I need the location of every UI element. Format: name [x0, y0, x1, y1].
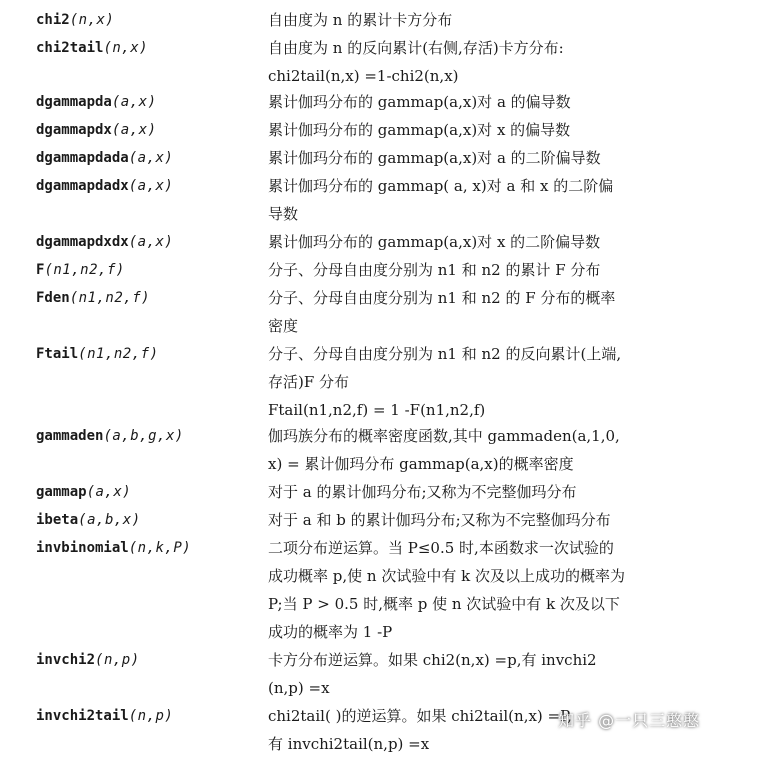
function-description: [268, 120, 708, 148]
watermark: 知乎 @一只三憨憨: [558, 711, 701, 730]
function-signature: [36, 148, 173, 168]
function-name: dgammapdxdx: [36, 234, 129, 250]
description-line: chi2tail( )的逆运算。如果 chi2tail(n,x) =P,: [268, 707, 572, 725]
function-signature: [36, 538, 191, 558]
function-name: invchi2: [36, 652, 96, 668]
function-args: (a,x): [111, 122, 157, 138]
description-line: 分子、分母自由度分别为 n1 和 n2 的累计 F 分布: [268, 261, 601, 279]
function-args: (a,x): [128, 178, 174, 194]
function-name: chi2: [36, 12, 70, 28]
function-description: [268, 38, 708, 94]
function-args: (n,p): [128, 708, 174, 724]
description-line: 分子、分母自由度分别为 n1 和 n2 的 F 分布的概率: [268, 289, 616, 307]
description-line: 对于 a 和 b 的累计伽玛分布;又称为不完整伽玛分布: [268, 511, 611, 529]
function-signature: [36, 260, 125, 280]
description-line: 密度: [268, 317, 299, 335]
function-description: [268, 344, 708, 428]
function-args: (n1,n2,f): [78, 346, 159, 362]
description-line: 累计伽玛分布的 gammap(a,x)对 a 的二阶偏导数: [268, 149, 601, 167]
function-description: [268, 538, 708, 650]
function-name: Fden: [36, 290, 70, 306]
function-description: [268, 232, 708, 260]
description-line: 分子、分母自由度分别为 n1 和 n2 的反向累计(上端,: [268, 345, 622, 363]
function-args: (a,x): [128, 150, 174, 166]
function-description: [268, 288, 708, 344]
description-line: 成功概率 p,使 n 次试验中有 k 次及以上成功的概率为: [268, 567, 625, 585]
function-signature: [36, 92, 157, 112]
description-line: 伽玛族分布的概率密度函数,其中 gammaden(a,1,0,: [268, 427, 620, 445]
description-line: 自由度为 n 的累计卡方分布: [268, 11, 453, 29]
description-line: 累计伽玛分布的 gammap(a,x)对 a 的偏导数: [268, 93, 571, 111]
function-signature: [36, 650, 140, 670]
description-line: chi2tail(n,x) =1-chi2(n,x): [268, 67, 459, 85]
function-description: [268, 426, 708, 482]
function-name: dgammapdada: [36, 150, 129, 166]
description-line: 自由度为 n 的反向累计(右侧,存活)卡方分布:: [268, 39, 564, 57]
function-signature: [36, 344, 159, 364]
function-args: (a,x): [86, 484, 132, 500]
function-signature: [36, 232, 173, 252]
function-name: gammap: [36, 484, 87, 500]
description-line: P;当 P > 0.5 时,概率 p 使 n 次试验中有 k 次及以下: [268, 595, 620, 613]
function-args: (n,p): [95, 652, 140, 668]
function-description: [268, 650, 708, 706]
function-signature: [36, 482, 131, 502]
function-signature: [36, 706, 173, 726]
function-description: [268, 510, 708, 538]
function-signature: [36, 426, 184, 446]
description-line: 累计伽玛分布的 gammap( a, x)对 a 和 x 的二阶偏: [268, 177, 614, 195]
function-signature: [36, 10, 114, 30]
function-args: (a,x): [128, 234, 174, 250]
function-args: (n,x): [103, 40, 149, 56]
description-line: x) = 累计伽玛分布 gammap(a,x)的概率密度: [268, 455, 574, 473]
function-signature: [36, 176, 173, 196]
function-name: invbinomial: [36, 540, 129, 556]
function-description: [268, 10, 708, 38]
function-name: F: [36, 262, 45, 278]
description-line: Ftail(n1,n2,f) = 1 -F(n1,n2,f): [268, 401, 486, 419]
function-name: invchi2tail: [36, 708, 129, 724]
function-signature: [36, 510, 141, 530]
function-args: (n,k,P): [128, 540, 192, 556]
function-description: [268, 176, 708, 232]
function-args: (a,b,x): [78, 512, 141, 528]
description-line: 对于 a 的累计伽玛分布;又称为不完整伽玛分布: [268, 483, 577, 501]
function-name: gammaden: [36, 428, 104, 444]
description-line: 导数: [268, 205, 299, 223]
function-args: (n,x): [69, 12, 115, 28]
function-name: dgammapda: [36, 94, 112, 110]
description-line: 成功的概率为 1 -P: [268, 623, 393, 641]
function-name: Ftail: [36, 346, 79, 362]
function-args: (a,x): [111, 94, 157, 110]
description-line: 有 invchi2tail(n,p) =x: [268, 735, 430, 753]
function-description: [268, 92, 708, 120]
function-name: dgammapdadx: [36, 178, 129, 194]
function-signature: [36, 288, 150, 308]
description-line: 累计伽玛分布的 gammap(a,x)对 x 的偏导数: [268, 121, 571, 139]
description-line: 二项分布逆运算。当 P≤0.5 时,本函数求一次试验的: [268, 539, 614, 557]
function-description: [268, 148, 708, 176]
function-description: [268, 260, 708, 288]
function-args: (n1,n2,f): [69, 290, 151, 306]
description-line: 累计伽玛分布的 gammap(a,x)对 x 的二阶偏导数: [268, 233, 601, 251]
description-line: 卡方分布逆运算。如果 chi2(n,x) =p,有 invchi2: [268, 651, 597, 669]
description-line: (n,p) =x: [268, 679, 330, 697]
function-args: (n1,n2,f): [44, 262, 125, 278]
description-line: 存活)F 分布: [268, 373, 350, 391]
function-signature: [36, 38, 148, 58]
function-name: ibeta: [36, 512, 79, 528]
function-signature: [36, 120, 157, 140]
function-name: chi2tail: [36, 40, 104, 56]
function-description: [268, 482, 708, 510]
function-args: (a,b,g,x): [103, 428, 184, 444]
function-name: dgammapdx: [36, 122, 112, 138]
